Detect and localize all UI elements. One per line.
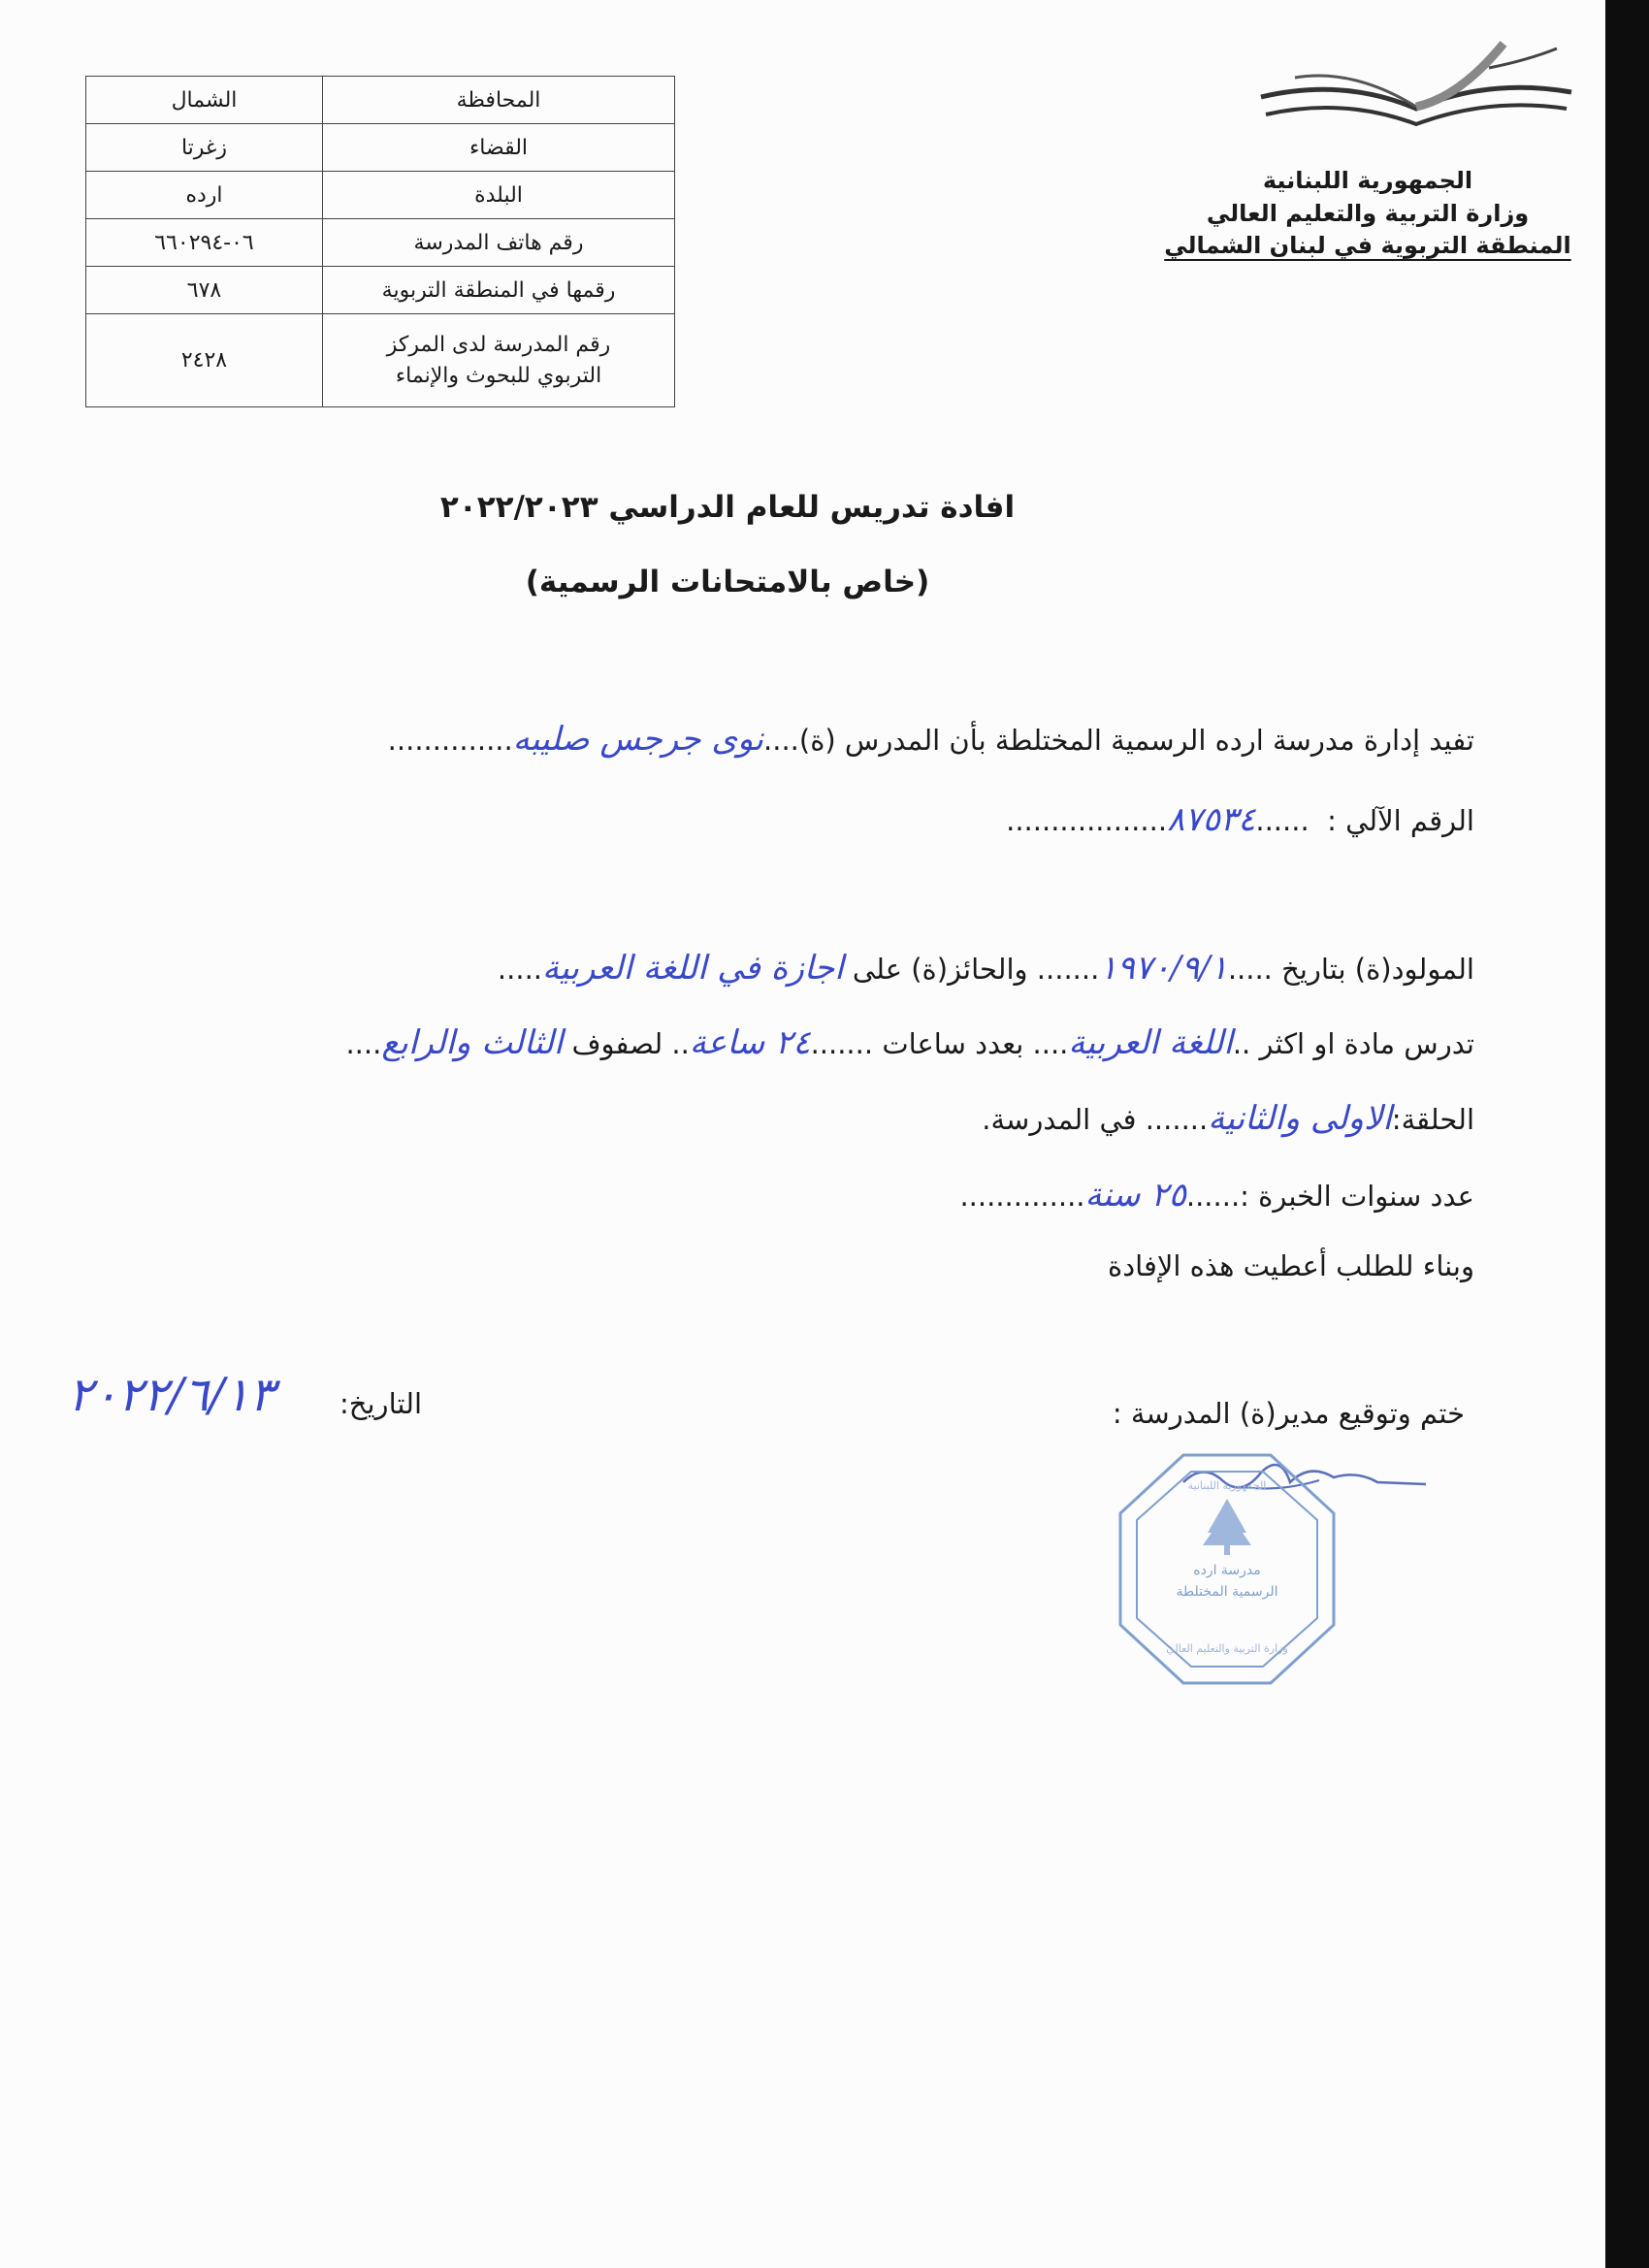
closing-line: وبناء للطلب أعطيت هذه الإفادة (1108, 1249, 1474, 1282)
hours-value-handwritten: ٢٤ ساعة (689, 1023, 811, 1062)
row-label (323, 314, 675, 407)
holder-label: والحائز(ة) على (852, 953, 1028, 986)
row-label-line2: التربوي للبحوث والإنماء (395, 363, 602, 388)
table-row (86, 77, 675, 124)
row-label: المحافظة (323, 77, 675, 124)
stamp-line-1: مدرسة ارده (1193, 1563, 1261, 1578)
classes-label: لصفوف (571, 1027, 663, 1060)
experience-value-handwritten: ٢٥ سنة (1084, 1176, 1186, 1215)
row-label-line1: رقم المدرسة لدى المركز (386, 332, 611, 357)
row-value: ٠٦-٦٦٠٢٩٤ (86, 219, 323, 267)
degree-value-handwritten: اجازة في اللغة العربية (542, 949, 844, 988)
teacher-name-handwritten: نوى جرجس صليبه (512, 720, 764, 759)
stamp-ring-top: الجمهورية اللبنانية (1187, 1479, 1267, 1492)
table-row (86, 219, 675, 267)
hours-label: بعدد ساعات (882, 1027, 1024, 1060)
ministry-header (1164, 165, 1571, 263)
born-label: المولود(ة) بتاريخ (1281, 953, 1474, 986)
intro-text: تفيد إدارة مدرسة ارده الرسمية المختلطة بأن المدرس (ة) (798, 724, 1474, 757)
table-row (86, 172, 675, 219)
stamp-ring-bottom: وزارة التربية والتعليم العالي (1166, 1642, 1288, 1655)
row-label: رقم هاتف المدرسة (323, 219, 675, 267)
subject-value-handwritten: اللغة العربية (1068, 1023, 1233, 1062)
id-line: الرقم الآلي : ......٨٧٥٣٤.................. (1006, 800, 1474, 839)
row-label: القضاء (323, 124, 675, 172)
row-label: البلدة (323, 172, 675, 219)
stamp-line-2: الرسمية المختلطة (1176, 1584, 1278, 1600)
row-label: رقمها في المنطقة التربوية (323, 267, 675, 314)
row-value: الشمال (86, 77, 323, 124)
date-value-handwritten: ٢٠٢٢/٦/١٣ (68, 1368, 275, 1422)
teaching-line: تدرس مادة او اكثر ..اللغة العربية.... بعدد ساعات .......٢٤ ساعة.. لصفوف الثالث والرابع.... (345, 1023, 1474, 1062)
id-value-handwritten: ٨٧٥٣٤ (1167, 800, 1256, 839)
signature-label: ختم وتوقيع مدير(ة) المدرسة : (1112, 1397, 1465, 1430)
cycle-suffix: في المدرسة. (982, 1103, 1137, 1136)
school-stamp (1116, 1450, 1339, 1688)
experience-line: عدد سنوات الخبرة :......٢٥ سنة.............. (959, 1176, 1474, 1215)
teaches-label: تدرس مادة او اكثر (1259, 1027, 1474, 1060)
header-line-3: المنطقة التربوية في لبنان الشمالي (1164, 232, 1571, 260)
date-label: التاريخ: (340, 1387, 423, 1420)
cycle-label: الحلقة: (1391, 1103, 1474, 1136)
intro-line: تفيد إدارة مدرسة ارده الرسمية المختلطة بأن المدرس (ة)....نوى جرجس صليبه.............. (387, 720, 1474, 759)
id-label: الرقم الآلي : (1327, 804, 1474, 837)
table-row (86, 314, 675, 407)
classes-value-handwritten: الثالث والرابع (381, 1023, 564, 1062)
experience-label: عدد سنوات الخبرة : (1240, 1180, 1474, 1213)
header-line-2: وزارة التربية والتعليم العالي (1206, 199, 1530, 227)
school-info-table (85, 76, 675, 407)
table-row (86, 124, 675, 172)
header-line-1: الجمهورية اللبنانية (1262, 167, 1473, 194)
birth-line: المولود(ة) بتاريخ .....١٩٧٠/٩/١....... والحائز(ة) على اجازة في اللغة العربية..... (497, 949, 1474, 988)
open-book-logo-icon (1256, 39, 1576, 150)
born-value-handwritten: ١٩٧٠/٩/١ (1099, 949, 1228, 988)
cycle-line: الحلقة:الاولى والثانية....... في المدرسة. (982, 1099, 1474, 1138)
row-value: ٢٤٢٨ (86, 314, 323, 407)
page-title: افادة تدريس للعام الدراسي ٢٠٢٢/٢٠٢٣ (439, 490, 1016, 525)
scan-edge (1605, 0, 1649, 2268)
row-value: زغرتا (86, 124, 323, 172)
table-row (86, 267, 675, 314)
cycle-value-handwritten: الاولى والثانية (1208, 1099, 1392, 1138)
row-value: ٦٧٨ (86, 267, 323, 314)
row-value: ارده (86, 172, 323, 219)
page-subtitle: (خاص بالامتحانات الرسمية) (525, 565, 930, 599)
cedar-tree-icon (1203, 1499, 1251, 1555)
